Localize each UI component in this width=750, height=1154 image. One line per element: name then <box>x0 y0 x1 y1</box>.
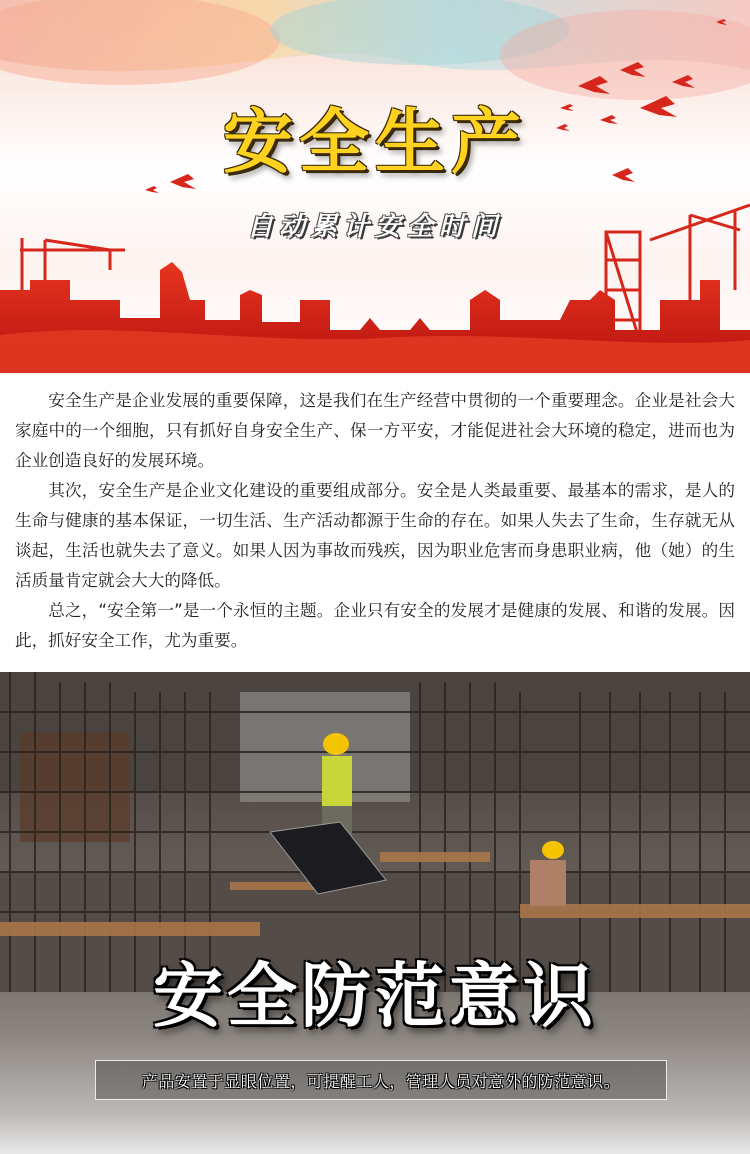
worker-crouching <box>530 841 566 906</box>
banner-title: 安全生产 <box>223 101 527 183</box>
article <box>15 386 735 656</box>
article-paragraph-1: 安全生产是企业发展的重要保障，这是我们在生产经营中贯彻的一个重要理念。企业是社会大家庭中的一个细胞，只有抓好自身安全生产、保一方平安，才能促进社会大环境的稳定，进而也为企业创造良好的发展环境。 <box>15 391 735 470</box>
photo-title: 安全防范意识 <box>153 955 597 1037</box>
article-paragraph-3: 总之，“安全第一”是一个永恒的主题。企业只有安全的发展才是健康的发展、和谐的发展。因此，抓好安全工作，尤为重要。 <box>15 601 735 650</box>
photo-caption: 产品安置于显眼位置，可提醒工人，管理人员对意外的防范意识。 <box>141 1072 621 1091</box>
banner-subtitle: 自动累计安全时间 <box>246 212 503 242</box>
banner <box>0 0 750 373</box>
construction-photo <box>0 672 750 1154</box>
article-paragraph-2: 其次，安全生产是企业文化建设的重要组成部分。安全是人类最重要、最基本的需求，是人的生命与健康的基本保证，一切生活、生产活动都源于生命的存在。如果人失去了生命，生存就无从谈起，生活也就失去了意义。如果人因为事故而残疾，因为职业危害而身患职业病，他（她）的生活质量肯定就会大大的降低。 <box>15 481 735 590</box>
photo-caption-box <box>95 1060 667 1100</box>
